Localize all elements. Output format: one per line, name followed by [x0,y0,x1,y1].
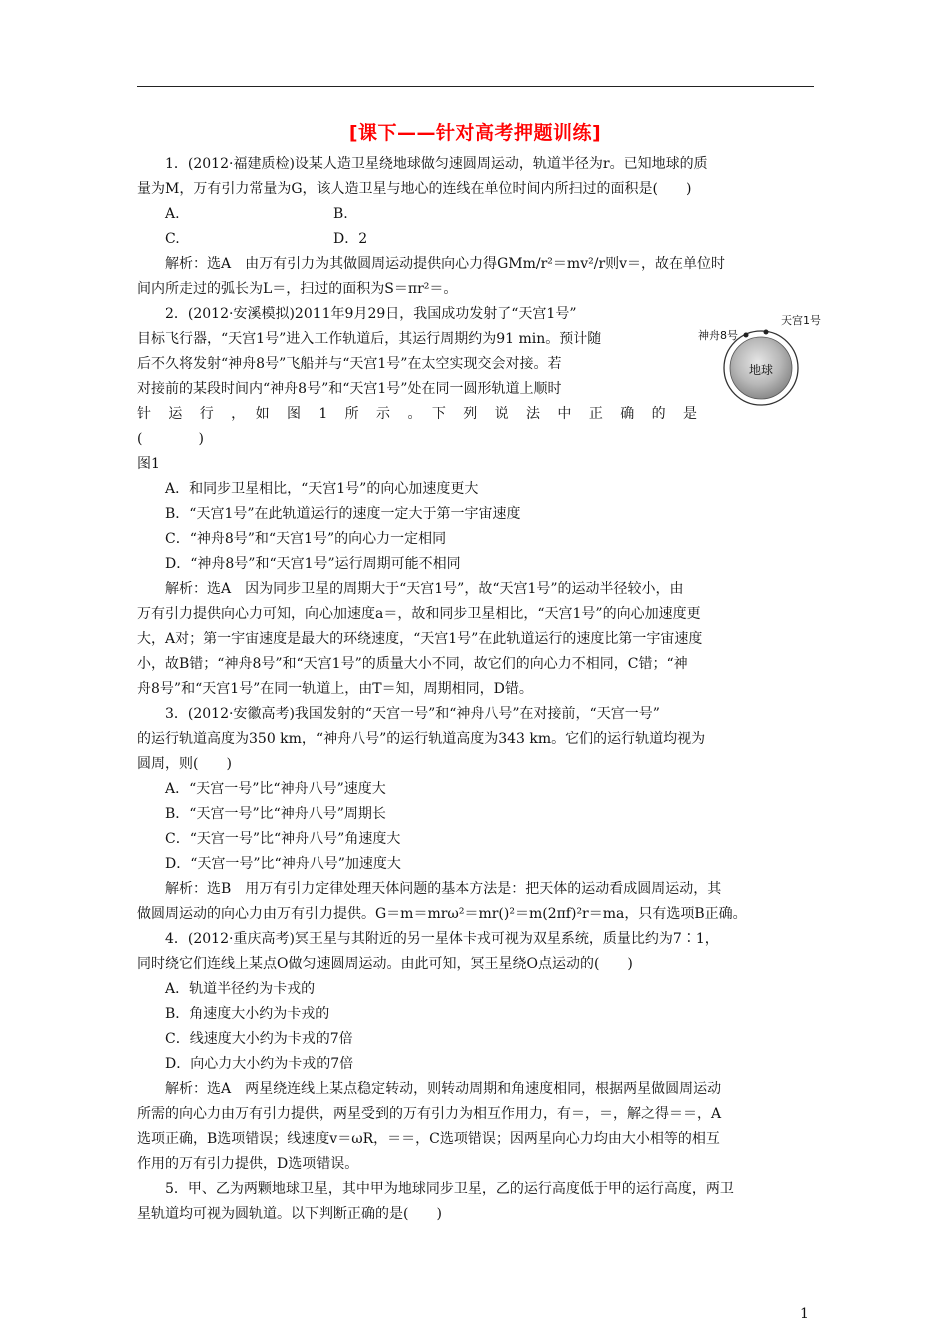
page-number: 1 [800,1306,809,1322]
q1-options-cd [137,227,815,252]
q2-option-c: C．“神舟8号”和“天宫1号”的向心力一定相同 [165,531,447,547]
q1-option-d: D．2 [333,231,368,247]
tiangong-label: 天宫1号 [781,314,821,327]
q4-answer-line: 所需的向心力由万有引力提供，两星受到的万有引力为相互作用力，有＝，＝，解之得＝＝，A [137,1106,722,1122]
tiangong-dot [764,330,769,335]
q2-stem-line: 针 运 行 ， 如 图 1 所 示 。 下 列 说 法 中 正 确 的 是 ( ) [137,406,711,447]
q3-option-d: D．“天宫一号”比“神舟八号”加速度大 [165,856,401,872]
q4-answer-line: 作用的万有引力提供，D选项错误。 [137,1156,359,1172]
q4-answer-line: 解析：选A 两星绕连线上某点稳定转动，则转动周期和角速度相同，根据两星做圆周运动 [165,1081,722,1097]
q3-answer-line: 做圆周运动的向心力由万有引力提供。G＝m＝mrω²＝mr()²＝m(2πf)²r＝ma，只有选项B正确。 [137,906,747,922]
shenzhou-dot [744,333,749,338]
q2-option-b: B．“天宫1号”在此轨道运行的速度一定大于第一宇宙速度 [165,506,521,522]
q2-answer-line: 大，A对；第一宇宙速度是最大的环绕速度，“天宫1号”在此轨道运行的速度比第一宇宙速度 [137,631,703,647]
q1-answer-line: 解析：选A 由万有引力为其做圆周运动提供向心力得GMm/r²＝mv²/r则v＝，故在单位时 [165,256,726,272]
q2-answer-line: 小，故B错；“神舟8号”和“天宫1号”的质量大小不同，故它们的向心力不相同，C错；“神 [137,656,688,672]
question-5 [137,1177,815,1227]
header-rule [137,86,814,87]
q4-option-c: C．线速度大小约为卡戎的7倍 [165,1031,353,1047]
q1-stem-line: 1．(2012·福建质检)设某人造卫星绕地球做匀速圆周运动，轨道半径为r。已知地球的质 [165,156,708,172]
q3-option-a: A．“天宫一号”比“神舟八号”速度大 [165,781,386,797]
page-title: [课下——针对高考押题训练] [348,122,602,144]
shenzhou-label: 神舟8号 [698,329,738,342]
q1-option-a: A. [165,206,180,222]
orbit-figure [697,302,821,452]
q1-options-ab [137,202,815,227]
q3-answer-line: 解析：选B 用万有引力定律处理天体问题的基本方法是：把天体的运动看成圆周运动，其 [165,881,722,897]
q2-answer-line: 万有引力提供向心力可知，向心加速度a＝，故和同步卫星相比，“天宫1号”的向心加速度更 [137,606,701,622]
q2-option-d: D．“神舟8号”和“天宫1号”运行周期可能不相同 [165,556,461,572]
q2-stem-line: 2．(2012·安溪模拟)2011年9月29日，我国成功发射了“天宫1号” [165,306,577,322]
question-1 [137,152,815,302]
q1-option-c: C. [165,231,180,247]
orbit-diagram [697,302,821,412]
q2-answer-line: 舟8号”和“天宫1号”在同一轨道上，由T＝知，周期相同，D错。 [137,681,533,697]
q3-stem-line: 圆周，则( ) [137,756,232,772]
question-2 [137,302,821,702]
q5-stem-line: 5．甲、乙为两颗地球卫星，其中甲为地球同步卫星，乙的运行高度低于甲的运行高度，两卫 [165,1181,734,1197]
q5-stem-line: 星轨道均可视为圆轨道。以下判断正确的是( ) [137,1206,442,1222]
q4-stem-line: 同时绕它们连线上某点O做匀速圆周运动。由此可知，冥王星绕O点运动的( ) [137,956,633,972]
q4-option-d: D．向心力大小约为卡戎的7倍 [165,1056,354,1072]
q2-option-a: A．和同步卫星相比，“天宫1号”的向心加速度更大 [165,481,479,497]
q2-stem-line: 对接前的某段时间内“神舟8号”和“天宫1号”处在同一圆形轨道上顺时 [137,381,562,397]
q1-stem-line: 量为M，万有引力常量为G，该人造卫星与地心的连线在单位时间内所扫过的面积是( ) [137,181,692,197]
q1-option-b: B. [333,206,348,222]
q3-option-c: C．“天宫一号”比“神舟八号”角速度大 [165,831,401,847]
figure-caption: 图1 [137,456,160,472]
question-4 [137,927,815,1177]
q2-stem-line: 目标飞行器，“天宫1号”进入工作轨道后，其运行周期约为91 min。预计随 [137,331,602,347]
q2-answer-line: 解析：选A 因为同步卫星的周期大于“天宫1号”，故“天宫1号”的运动半径较小，由 [165,581,684,597]
q4-stem-line: 4．(2012·重庆高考)冥王星与其附近的另一星体卡戎可视为双星系统，质量比约为7∶1， [165,931,719,947]
q4-option-a: A．轨道半径约为卡戎的 [165,981,316,997]
q2-stem-line: 后不久将发射“神舟8号”飞船并与“天宫1号”在太空实现交会对接。若 [137,356,562,372]
question-3 [137,702,815,927]
q3-option-b: B．“天宫一号”比“神舟八号”周期长 [165,806,386,822]
q4-option-b: B．角速度大小约为卡戎的 [165,1006,330,1022]
q4-answer-line: 选项正确，B选项错误；线速度v＝ωR，＝＝，C选项错误；因两星向心力均由大小相等的相互 [137,1131,720,1147]
q3-stem-line: 的运行轨道高度为350 km，“神舟八号”的运行轨道高度为343 km。它们的运行轨道均视为 [137,731,706,747]
earth-label: 地球 [749,363,774,377]
q1-answer-line: 间内所走过的弧长为L＝，扫过的面积为S＝πr²＝。 [137,281,458,297]
document-body [137,152,821,1227]
q3-stem-line: 3．(2012·安徽高考)我国发射的“天宫一号”和“神舟八号”在对接前，“天宫一号” [165,706,660,722]
